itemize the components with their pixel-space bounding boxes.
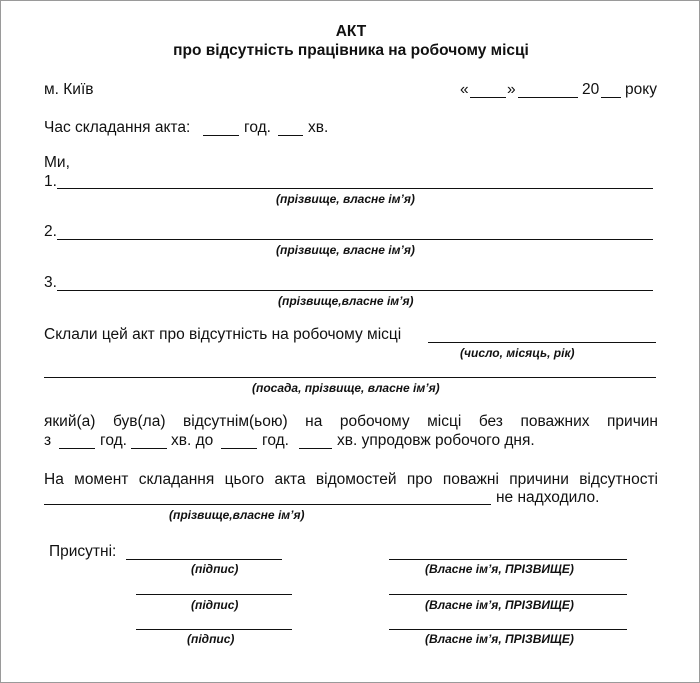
member-3-blank[interactable]: [57, 290, 653, 291]
name-2-caption: (Власне ім’я, ПРІЗВИЩЕ): [425, 598, 574, 612]
year-prefix: 20: [582, 81, 600, 98]
absence-min1-blank[interactable]: [131, 448, 167, 449]
absent-person-blank[interactable]: [44, 377, 656, 378]
member-number-1: 1.: [44, 173, 57, 190]
name-1-blank[interactable]: [389, 559, 627, 560]
info-text: На момент складання цього акта відомостей про поважні причини відсутності: [44, 471, 658, 488]
day-blank[interactable]: [470, 97, 506, 98]
member-1-blank[interactable]: [57, 188, 653, 189]
absence-min2-text: хв. упродовж робочого дня.: [337, 432, 535, 449]
absence-min2-blank[interactable]: [299, 448, 332, 449]
composed-date-caption: (число, місяць, рік): [460, 346, 575, 360]
signature-1-caption: (підпис): [191, 562, 239, 576]
signature-3-caption: (підпис): [187, 632, 235, 646]
member-3-caption: (прізвище,власне ім’я): [278, 294, 414, 308]
absence-hours1-blank[interactable]: [59, 448, 95, 449]
info-caption: (прізвище,власне ім’я): [169, 508, 305, 522]
time-label: Час складання акта:: [44, 119, 191, 136]
absence-hours2-blank[interactable]: [221, 448, 257, 449]
absent-person-caption: (посада, прізвище, власне ім’я): [252, 381, 440, 395]
time-hours-blank[interactable]: [203, 135, 239, 136]
signature-2-caption: (підпис): [191, 598, 239, 612]
name-3-caption: (Власне ім’я, ПРІЗВИЩЕ): [425, 632, 574, 646]
date-close-quote: »: [507, 81, 516, 98]
absence-text: який(а) був(ла) відсутнім(ьою) на робочому місці без поважних причин: [44, 413, 658, 430]
signature-3-blank[interactable]: [136, 629, 292, 630]
absence-hours2-text: год.: [262, 432, 289, 449]
time-minutes-text: хв.: [308, 119, 329, 136]
info-person-blank[interactable]: [44, 504, 491, 505]
month-blank[interactable]: [518, 97, 578, 98]
time-hours-text: год.: [244, 119, 271, 136]
info-tail: не надходило.: [496, 489, 600, 506]
date-open-quote: «: [460, 81, 469, 98]
composed-date-blank[interactable]: [428, 342, 656, 343]
absence-hours1-text: год.: [100, 432, 127, 449]
name-1-caption: (Власне ім’я, ПРІЗВИЩЕ): [425, 562, 574, 576]
time-minutes-blank[interactable]: [278, 135, 303, 136]
place-text: м. Київ: [44, 81, 94, 98]
member-1-caption: (прізвище, власне ім’я): [276, 192, 415, 206]
document-title: АКТ: [335, 23, 367, 40]
members-intro: Ми,: [44, 154, 70, 171]
year-blank[interactable]: [601, 97, 621, 98]
member-2-blank[interactable]: [57, 239, 653, 240]
signature-1-blank[interactable]: [126, 559, 282, 560]
composed-text: Склали цей акт про відсутність на робочому місці: [44, 326, 402, 343]
name-2-blank[interactable]: [389, 594, 627, 595]
member-2-caption: (прізвище, власне ім’я): [276, 243, 415, 257]
member-number-2: 2.: [44, 223, 57, 240]
present-label: Присутні:: [49, 543, 117, 560]
absence-from: з: [44, 432, 52, 449]
absence-min1-text: хв. до: [171, 432, 214, 449]
member-number-3: 3.: [44, 274, 57, 291]
signature-2-blank[interactable]: [136, 594, 292, 595]
year-suffix: року: [625, 81, 657, 98]
document-subtitle: про відсутність працівника на робочому місці: [173, 42, 529, 59]
name-3-blank[interactable]: [389, 629, 627, 630]
